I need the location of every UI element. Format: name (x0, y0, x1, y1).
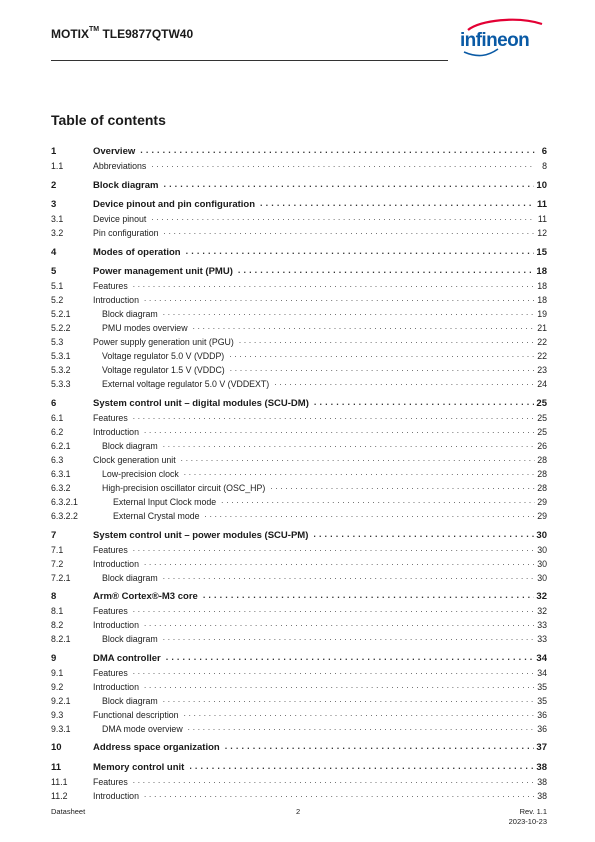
toc-entry[interactable] (51, 438, 547, 451)
toc-entry-number: 6.2 (51, 427, 64, 437)
toc-entry[interactable] (51, 589, 547, 602)
toc-entry-page: 37 (536, 742, 547, 754)
toc-entry[interactable] (51, 396, 547, 409)
toc-leader-dots (186, 246, 535, 256)
toc-entry-title: Arm® Cortex®-M3 core (93, 591, 198, 603)
toc-entry-page: 18 (536, 266, 547, 278)
toc-entry-page: 18 (537, 281, 547, 292)
toc-leader-dots (133, 775, 535, 785)
toc-entry-number: 5.2.2 (51, 323, 71, 334)
toc-leader-dots (133, 411, 535, 421)
toc-entry-number: 6.3.2 (51, 483, 71, 493)
toc-entry-page: 30 (537, 558, 547, 569)
toc-entry-number: 5.3.1 (51, 351, 71, 362)
toc-entry-title: Address space organization (93, 742, 220, 754)
toc-entry-page: 28 (537, 483, 547, 493)
toc-entry-number: 1 (51, 146, 57, 157)
toc-entry-title: External voltage regulator 5.0 V (VDDEXT) (102, 379, 270, 390)
toc-entry[interactable] (51, 542, 547, 555)
toc-leader-dots (225, 741, 535, 751)
toc-entry-title: Functional description (93, 709, 179, 720)
toc-entry[interactable] (51, 424, 547, 437)
toc-entry-number: 5.2 (51, 295, 64, 306)
toc-entry-title: Low-precision clock (102, 469, 179, 479)
toc-entry-title: Abbreviations (93, 161, 147, 171)
toc-entry-page: 19 (537, 309, 547, 320)
toc-entry-page: 35 (537, 681, 547, 692)
toc-leader-dots (144, 557, 535, 567)
toc-entry-page: 26 (537, 441, 547, 451)
product-name: TLE9877QTW40 (102, 27, 194, 41)
toc-entry-page: 11 (537, 214, 547, 225)
toc-entry[interactable] (51, 665, 547, 678)
footer-date: 2023-10-23 (508, 817, 547, 826)
toc-entry[interactable] (51, 760, 547, 773)
toc-leader-dots (238, 265, 535, 275)
toc-entry-number: 9.2.1 (51, 695, 71, 706)
toc-entry-number: 7.2 (51, 558, 64, 569)
toc-entry[interactable] (51, 528, 547, 541)
toc-leader-dots (151, 159, 535, 169)
toc-entry[interactable] (51, 306, 547, 319)
toc-leader-dots (151, 212, 535, 222)
toc-entry-page: 29 (537, 511, 547, 521)
toc-entry-page: 23 (537, 365, 547, 376)
toc-entry-page: 30 (537, 544, 547, 555)
toc-entry-title: External Crystal mode (113, 511, 200, 521)
toc-leader-dots (270, 481, 535, 491)
toc-entry-page: 21 (537, 323, 547, 334)
toc-entry[interactable] (51, 197, 547, 210)
toc-entry[interactable] (51, 679, 547, 692)
toc-entry-page: 25 (536, 398, 547, 409)
toc-entry-number: 9.3 (51, 709, 64, 720)
toc-entry-title: Power supply generation unit (PGU) (93, 337, 234, 348)
toc-entry-title: Features (93, 281, 128, 292)
toc-entry-number: 11 (51, 762, 62, 773)
toc-entry-number: 10 (51, 742, 62, 754)
toc-entry[interactable] (51, 603, 547, 616)
toc-entry-title: Introduction (93, 681, 139, 692)
toc-entry-title: External Input Clock mode (113, 497, 217, 507)
toc-entry-number: 7.2.1 (51, 572, 71, 583)
toc-leader-dots (140, 145, 535, 155)
toc-entry[interactable] (51, 225, 547, 238)
toc-entry-title: Overview (93, 146, 136, 157)
toc-leader-dots (163, 571, 535, 581)
toc-leader-dots (163, 179, 534, 189)
toc-entry[interactable] (51, 707, 547, 720)
toc-leader-dots (166, 652, 535, 662)
product-prefix: MOTIX (51, 27, 89, 41)
toc-leader-dots (163, 439, 535, 449)
toc-entry-title: System control unit – digital modules (SCU-DM) (93, 398, 309, 409)
toc-entry-title: Block diagram (102, 695, 158, 706)
toc-entry[interactable] (51, 144, 547, 157)
toc-entry[interactable] (51, 278, 547, 291)
trademark-symbol: TM (89, 26, 100, 33)
toc-entry-title: Power management unit (PMU) (93, 266, 233, 278)
toc-leader-dots (205, 509, 535, 519)
toc-entry-number: 5.1 (51, 281, 64, 292)
toc-entry-title: Voltage regulator 1.5 V (VDDC) (102, 365, 225, 376)
toc-entry-title: Pin configuration (93, 228, 159, 239)
toc-entry-number: 8.1 (51, 606, 64, 617)
toc-entry-title: PMU modes overview (102, 323, 188, 334)
toc-entry-title: Block diagram (102, 634, 158, 645)
toc-entry-number: 8 (51, 591, 57, 603)
toc-entry-title: Block diagram (93, 179, 159, 191)
toc-entry[interactable] (51, 556, 547, 569)
toc-entry-page: 32 (536, 591, 547, 603)
toc-leader-dots (144, 680, 535, 690)
toc-entry-number: 9.1 (51, 667, 64, 678)
toc-leader-dots (189, 761, 534, 771)
toc-entry-page: 28 (537, 455, 547, 465)
toc-leader-dots (163, 632, 535, 642)
toc-entry-number: 6.2.1 (51, 441, 71, 451)
toc-entry-title: Features (93, 777, 128, 787)
toc-entry-number: 6.3.2.2 (51, 511, 78, 521)
toc-leader-dots (314, 397, 535, 407)
toc-entry[interactable] (51, 362, 547, 375)
toc-entry-title: Introduction (93, 620, 139, 631)
toc-entry-title: Introduction (93, 427, 139, 437)
toc-entry-page: 38 (536, 762, 547, 773)
toc-entry-page: 28 (537, 469, 547, 479)
toc-entry-number: 8.2 (51, 620, 64, 631)
toc-entry-number: 9 (51, 652, 57, 664)
toc-entry-page: 22 (537, 337, 547, 348)
toc-entry[interactable] (51, 480, 547, 493)
toc-entry-number: 11.2 (51, 791, 68, 801)
toc-leader-dots (221, 495, 535, 505)
toc-entry-number: 5.3.3 (51, 379, 71, 390)
toc-entry-page: 10 (536, 179, 547, 191)
toc-entry-title: Voltage regulator 5.0 V (VDDP) (102, 351, 225, 362)
toc-entry-number: 6.3 (51, 455, 64, 465)
toc-entry-title: Memory control unit (93, 762, 185, 773)
toc-entry-page: 33 (537, 634, 547, 645)
toc-heading: Table of contents (51, 112, 166, 128)
toc-leader-dots (144, 789, 535, 799)
footer-doc-type: Datasheet (51, 807, 86, 816)
toc-entry-title: Features (93, 606, 128, 617)
toc-entry-title: Block diagram (102, 441, 158, 451)
toc-leader-dots (144, 618, 535, 628)
toc-entry[interactable] (51, 651, 547, 664)
toc-entry[interactable] (51, 721, 547, 734)
toc-leader-dots (181, 453, 535, 463)
toc-leader-dots (133, 666, 535, 676)
toc-leader-dots (133, 279, 535, 289)
toc-entry-page: 34 (536, 652, 547, 664)
toc-entry-number: 3.1 (51, 214, 64, 225)
toc-entry-page: 18 (537, 295, 547, 306)
toc-entry[interactable] (51, 693, 547, 706)
toc-entry-page: 29 (537, 497, 547, 507)
toc-entry-page: 6 (541, 146, 547, 157)
toc-entry-number: 6.3.2.1 (51, 497, 78, 507)
toc-entry-title: Introduction (93, 791, 139, 801)
toc-entry[interactable] (51, 211, 547, 224)
toc-entry[interactable] (51, 508, 547, 521)
toc-entry-number: 6 (51, 398, 57, 409)
toc-leader-dots (184, 467, 535, 477)
toc-entry-number: 6.1 (51, 413, 64, 423)
toc-leader-dots (229, 349, 535, 359)
toc-entry-number: 11.1 (51, 777, 68, 787)
footer-revision-block (509, 807, 547, 827)
logo-text: infineon (460, 30, 530, 51)
toc-entry[interactable] (51, 292, 547, 305)
toc-entry-page: 11 (536, 199, 547, 211)
toc-entry-title: Features (93, 544, 128, 555)
toc-entry-page: 33 (537, 620, 547, 631)
toc-entry-title: System control unit – power modules (SCU-PM) (93, 529, 309, 541)
toc-entry[interactable] (51, 740, 547, 753)
infineon-logo (458, 18, 554, 58)
toc-entry[interactable] (51, 774, 547, 787)
toc-entry-page: 34 (537, 667, 547, 678)
toc-entry-page: 35 (537, 695, 547, 706)
toc-entry-number: 5.3.2 (51, 365, 71, 376)
toc-entry-title: Features (93, 667, 128, 678)
toc-leader-dots (184, 708, 535, 718)
toc-entry[interactable] (51, 788, 547, 801)
toc-entry-page: 24 (537, 379, 547, 390)
toc-entry[interactable] (51, 617, 547, 630)
toc-entry-page: 15 (536, 246, 547, 258)
toc-entry[interactable] (51, 178, 547, 191)
toc-entry[interactable] (51, 570, 547, 583)
toc-entry-title: Introduction (93, 558, 139, 569)
toc-entry-number: 6.3.1 (51, 469, 71, 479)
toc-entry-number: 7 (51, 529, 57, 541)
toc-leader-dots (313, 529, 534, 539)
toc-entry[interactable] (51, 320, 547, 333)
toc-entry-page: 30 (536, 529, 547, 541)
toc-entry[interactable] (51, 376, 547, 389)
toc-leader-dots (163, 694, 535, 704)
toc-leader-dots (133, 543, 535, 553)
toc-entry-title: Block diagram (102, 309, 158, 320)
footer-revision: Rev. 1.1 (519, 807, 547, 816)
toc-entry-number: 5 (51, 266, 57, 278)
toc-leader-dots (239, 335, 535, 345)
toc-entry-page: 38 (537, 777, 547, 787)
toc-entry-number: 3.2 (51, 228, 64, 239)
toc-leader-dots (230, 363, 535, 373)
toc-entry-title: Block diagram (102, 572, 158, 583)
toc-entry-number: 9.2 (51, 681, 64, 692)
toc-entry-title: High-precision oscillator circuit (OSC_HP) (102, 483, 266, 493)
toc-entry[interactable] (51, 348, 547, 361)
toc-entry-title: Clock generation unit (93, 455, 176, 465)
toc-entry-title: Modes of operation (93, 246, 181, 258)
footer-page-number: 2 (296, 807, 301, 816)
toc-leader-dots (193, 321, 535, 331)
toc-entry-title: DMA mode overview (102, 723, 183, 734)
toc-entry-number: 5.3 (51, 337, 64, 348)
toc-entry-number: 5.2.1 (51, 309, 71, 320)
toc-entry-page: 12 (537, 228, 547, 239)
toc-leader-dots (188, 722, 535, 732)
toc-entry-title: Features (93, 413, 128, 423)
toc-leader-dots (144, 293, 535, 303)
toc-entry[interactable] (51, 334, 547, 347)
toc-entry-number: 9.3.1 (51, 723, 71, 734)
toc-entry-number: 1.1 (51, 161, 64, 171)
toc-entry[interactable] (51, 452, 547, 465)
toc-entry-number: 4 (51, 246, 57, 258)
toc-leader-dots (144, 425, 535, 435)
toc-entry-number: 7.1 (51, 544, 64, 555)
toc-entry-page: 8 (542, 161, 547, 171)
toc-entry[interactable] (51, 494, 547, 507)
toc-leader-dots (164, 226, 535, 236)
toc-leader-dots (203, 590, 535, 600)
toc-entry[interactable] (51, 245, 547, 258)
toc-entry-number: 3 (51, 199, 57, 211)
toc-entry-page: 32 (537, 606, 547, 617)
toc-entry[interactable] (51, 410, 547, 423)
toc-entry-page: 25 (537, 427, 547, 437)
toc-entry-page: 25 (537, 413, 547, 423)
toc-leader-dots (274, 377, 535, 387)
toc-entry-title: Introduction (93, 295, 139, 306)
toc-leader-dots (163, 307, 535, 317)
document-title (51, 27, 193, 41)
toc-entry[interactable] (51, 158, 547, 171)
toc-leader-dots (260, 198, 535, 208)
toc-entry-page: 36 (537, 723, 547, 734)
toc-entry-title: Device pinout (93, 214, 147, 225)
toc-leader-dots (133, 604, 535, 614)
toc-entry-title: Device pinout and pin configuration (93, 199, 256, 211)
toc-entry-number: 2 (51, 179, 57, 191)
toc-entry-page: 38 (537, 791, 547, 801)
toc-entry-number: 8.2.1 (51, 634, 71, 645)
toc-entry[interactable] (51, 264, 547, 277)
header-divider (51, 60, 448, 61)
logo-swoosh-icon (468, 20, 542, 30)
toc-entry-page: 30 (537, 572, 547, 583)
toc-entry-page: 36 (537, 709, 547, 720)
toc-entry[interactable] (51, 631, 547, 644)
toc-entry[interactable] (51, 466, 547, 479)
toc-entry-page: 22 (537, 351, 547, 362)
toc-entry-title: DMA controller (93, 652, 161, 664)
